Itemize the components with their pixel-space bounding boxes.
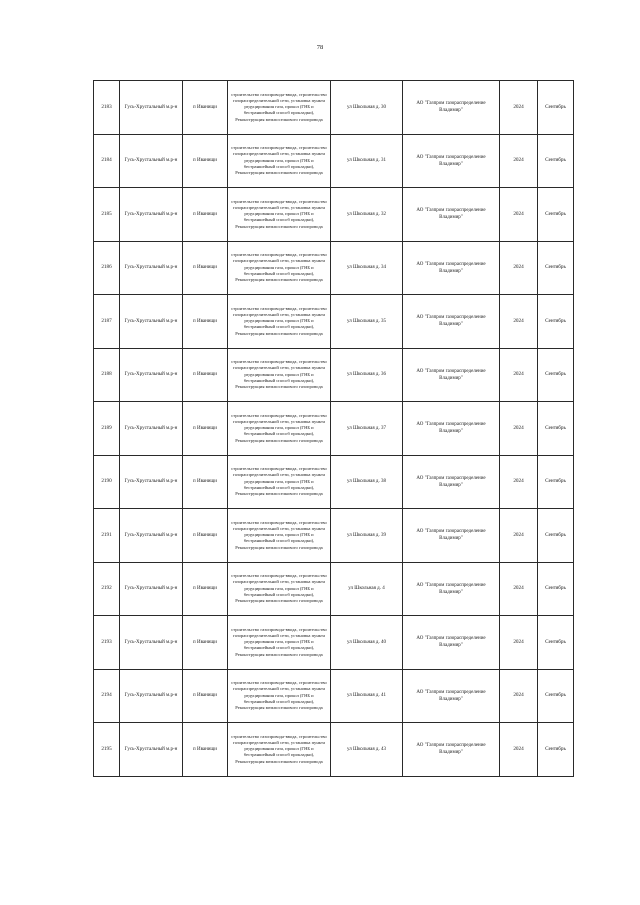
month-cell: Сентябрь <box>538 134 574 188</box>
district-cell: Гусь-Хрустальный м.р-н <box>120 402 183 456</box>
year-cell: 2024 <box>500 348 538 402</box>
table-row <box>94 402 574 456</box>
address-cell: ул Школьная д. 39 <box>331 509 403 563</box>
year-cell: 2024 <box>500 134 538 188</box>
organization-cell: АО "Газпром газораспределение Владимир" <box>403 134 500 188</box>
organization-cell: АО "Газпром газораспределение Владимир" <box>403 402 500 456</box>
row-number-cell: 2185 <box>94 188 120 242</box>
address-cell: ул Школьная д. 35 <box>331 295 403 349</box>
table-row <box>94 188 574 242</box>
address-cell: ул Школьная д. 38 <box>331 455 403 509</box>
address-cell: ул Школьная д. 36 <box>331 348 403 402</box>
district-cell: Гусь-Хрустальный м.р-н <box>120 81 183 135</box>
district-cell: Гусь-Хрустальный м.р-н <box>120 348 183 402</box>
address-cell: ул Школьная д. 43 <box>331 723 403 777</box>
row-number-cell: 2195 <box>94 723 120 777</box>
row-number-cell: 2190 <box>94 455 120 509</box>
district-cell: Гусь-Хрустальный м.р-н <box>120 295 183 349</box>
month-cell: Сентябрь <box>538 348 574 402</box>
table-row <box>94 455 574 509</box>
month-cell: Сентябрь <box>538 616 574 670</box>
district-cell: Гусь-Хрустальный м.р-н <box>120 188 183 242</box>
table-row <box>94 669 574 723</box>
organization-cell: АО "Газпром газораспределение Владимир" <box>403 295 500 349</box>
table-row <box>94 241 574 295</box>
row-number-cell: 2193 <box>94 616 120 670</box>
year-cell: 2024 <box>500 188 538 242</box>
table-row <box>94 348 574 402</box>
organization-cell: АО "Газпром газораспределение Владимир" <box>403 723 500 777</box>
district-cell: Гусь-Хрустальный м.р-н <box>120 134 183 188</box>
work-description-cell: строительство газопровода-ввода, строительство газораспределительной сети, установка пункта редуцирования газа, прокол (ГНБ и бестраншейный способ прокладки), Реконструкция межпоселкового газопровода <box>228 348 331 402</box>
year-cell: 2024 <box>500 723 538 777</box>
locality-cell: п Иванищи <box>183 241 228 295</box>
table-row <box>94 616 574 670</box>
row-number-cell: 2189 <box>94 402 120 456</box>
address-cell: ул Школьная д. 4 <box>331 562 403 616</box>
month-cell: Сентябрь <box>538 241 574 295</box>
year-cell: 2024 <box>500 241 538 295</box>
row-number-cell: 2192 <box>94 562 120 616</box>
locality-cell: п Иванищи <box>183 295 228 349</box>
row-number-cell: 2186 <box>94 241 120 295</box>
year-cell: 2024 <box>500 509 538 563</box>
month-cell: Сентябрь <box>538 509 574 563</box>
row-number-cell: 2187 <box>94 295 120 349</box>
work-description-cell: строительство газопровода-ввода, строительство газораспределительной сети, установка пункта редуцирования газа, прокол (ГНБ и бестраншейный способ прокладки), Реконструкция межпоселкового газопровода <box>228 509 331 563</box>
year-cell: 2024 <box>500 402 538 456</box>
work-description-cell: строительство газопровода-ввода, строительство газораспределительной сети, установка пункта редуцирования газа, прокол (ГНБ и бестраншейный способ прокладки), Реконструкция межпоселкового газопровода <box>228 134 331 188</box>
organization-cell: АО "Газпром газораспределение Владимир" <box>403 509 500 563</box>
month-cell: Сентябрь <box>538 455 574 509</box>
work-description-cell: строительство газопровода-ввода, строительство газораспределительной сети, установка пункта редуцирования газа, прокол (ГНБ и бестраншейный способ прокладки), Реконструкция межпоселкового газопровода <box>228 241 331 295</box>
table-row <box>94 81 574 135</box>
district-cell: Гусь-Хрустальный м.р-н <box>120 241 183 295</box>
address-cell: ул Школьная д. 30 <box>331 81 403 135</box>
address-cell: ул Школьная д. 31 <box>331 134 403 188</box>
month-cell: Сентябрь <box>538 81 574 135</box>
district-cell: Гусь-Хрустальный м.р-н <box>120 562 183 616</box>
year-cell: 2024 <box>500 295 538 349</box>
year-cell: 2024 <box>500 81 538 135</box>
work-description-cell: строительство газопровода-ввода, строительство газораспределительной сети, установка пункта редуцирования газа, прокол (ГНБ и бестраншейный способ прокладки), Реконструкция межпоселкового газопровода <box>228 188 331 242</box>
locality-cell: п Иванищи <box>183 562 228 616</box>
month-cell: Сентябрь <box>538 402 574 456</box>
organization-cell: АО "Газпром газораспределение Владимир" <box>403 241 500 295</box>
locality-cell: п Иванищи <box>183 455 228 509</box>
table-body <box>94 81 574 777</box>
address-cell: ул Школьная д. 34 <box>331 241 403 295</box>
table-row <box>94 723 574 777</box>
address-cell: ул Школьная д. 41 <box>331 669 403 723</box>
address-cell: ул Школьная д. 32 <box>331 188 403 242</box>
work-description-cell: строительство газопровода-ввода, строительство газораспределительной сети, установка пункта редуцирования газа, прокол (ГНБ и бестраншейный способ прокладки), Реконструкция межпоселкового газопровода <box>228 402 331 456</box>
row-number-cell: 2184 <box>94 134 120 188</box>
district-cell: Гусь-Хрустальный м.р-н <box>120 723 183 777</box>
organization-cell: АО "Газпром газораспределение Владимир" <box>403 81 500 135</box>
locality-cell: п Иванищи <box>183 348 228 402</box>
month-cell: Сентябрь <box>538 188 574 242</box>
work-description-cell: строительство газопровода-ввода, строительство газораспределительной сети, установка пункта редуцирования газа, прокол (ГНБ и бестраншейный способ прокладки), Реконструкция межпоселкового газопровода <box>228 723 331 777</box>
table-row <box>94 562 574 616</box>
table-row <box>94 509 574 563</box>
table-row <box>94 295 574 349</box>
row-number-cell: 2194 <box>94 669 120 723</box>
address-cell: ул Школьная д. 40 <box>331 616 403 670</box>
gasification-schedule-table <box>93 80 574 777</box>
month-cell: Сентябрь <box>538 723 574 777</box>
district-cell: Гусь-Хрустальный м.р-н <box>120 455 183 509</box>
row-number-cell: 2191 <box>94 509 120 563</box>
district-cell: Гусь-Хрустальный м.р-н <box>120 669 183 723</box>
work-description-cell: строительство газопровода-ввода, строительство газораспределительной сети, установка пункта редуцирования газа, прокол (ГНБ и бестраншейный способ прокладки), Реконструкция межпоселкового газопровода <box>228 616 331 670</box>
table-row <box>94 134 574 188</box>
locality-cell: п Иванищи <box>183 723 228 777</box>
organization-cell: АО "Газпром газораспределение Владимир" <box>403 616 500 670</box>
work-description-cell: строительство газопровода-ввода, строительство газораспределительной сети, установка пункта редуцирования газа, прокол (ГНБ и бестраншейный способ прокладки), Реконструкция межпоселкового газопровода <box>228 562 331 616</box>
locality-cell: п Иванищи <box>183 81 228 135</box>
year-cell: 2024 <box>500 616 538 670</box>
year-cell: 2024 <box>500 669 538 723</box>
locality-cell: п Иванищи <box>183 402 228 456</box>
row-number-cell: 2183 <box>94 81 120 135</box>
month-cell: Сентябрь <box>538 669 574 723</box>
work-description-cell: строительство газопровода-ввода, строительство газораспределительной сети, установка пункта редуцирования газа, прокол (ГНБ и бестраншейный способ прокладки), Реконструкция межпоселкового газопровода <box>228 455 331 509</box>
work-description-cell: строительство газопровода-ввода, строительство газораспределительной сети, установка пункта редуцирования газа, прокол (ГНБ и бестраншейный способ прокладки), Реконструкция межпоселкового газопровода <box>228 669 331 723</box>
district-cell: Гусь-Хрустальный м.р-н <box>120 509 183 563</box>
organization-cell: АО "Газпром газораспределение Владимир" <box>403 188 500 242</box>
locality-cell: п Иванищи <box>183 509 228 563</box>
work-description-cell: строительство газопровода-ввода, строительство газораспределительной сети, установка пункта редуцирования газа, прокол (ГНБ и бестраншейный способ прокладки), Реконструкция межпоселкового газопровода <box>228 81 331 135</box>
address-cell: ул Школьная д. 37 <box>331 402 403 456</box>
organization-cell: АО "Газпром газораспределение Владимир" <box>403 669 500 723</box>
locality-cell: п Иванищи <box>183 669 228 723</box>
month-cell: Сентябрь <box>538 562 574 616</box>
locality-cell: п Иванищи <box>183 134 228 188</box>
row-number-cell: 2188 <box>94 348 120 402</box>
month-cell: Сентябрь <box>538 295 574 349</box>
work-description-cell: строительство газопровода-ввода, строительство газораспределительной сети, установка пункта редуцирования газа, прокол (ГНБ и бестраншейный способ прокладки), Реконструкция межпоселкового газопровода <box>228 295 331 349</box>
organization-cell: АО "Газпром газораспределение Владимир" <box>403 562 500 616</box>
locality-cell: п Иванищи <box>183 188 228 242</box>
district-cell: Гусь-Хрустальный м.р-н <box>120 616 183 670</box>
page-number: 78 <box>316 44 324 51</box>
organization-cell: АО "Газпром газораспределение Владимир" <box>403 455 500 509</box>
year-cell: 2024 <box>500 455 538 509</box>
organization-cell: АО "Газпром газораспределение Владимир" <box>403 348 500 402</box>
locality-cell: п Иванищи <box>183 616 228 670</box>
year-cell: 2024 <box>500 562 538 616</box>
